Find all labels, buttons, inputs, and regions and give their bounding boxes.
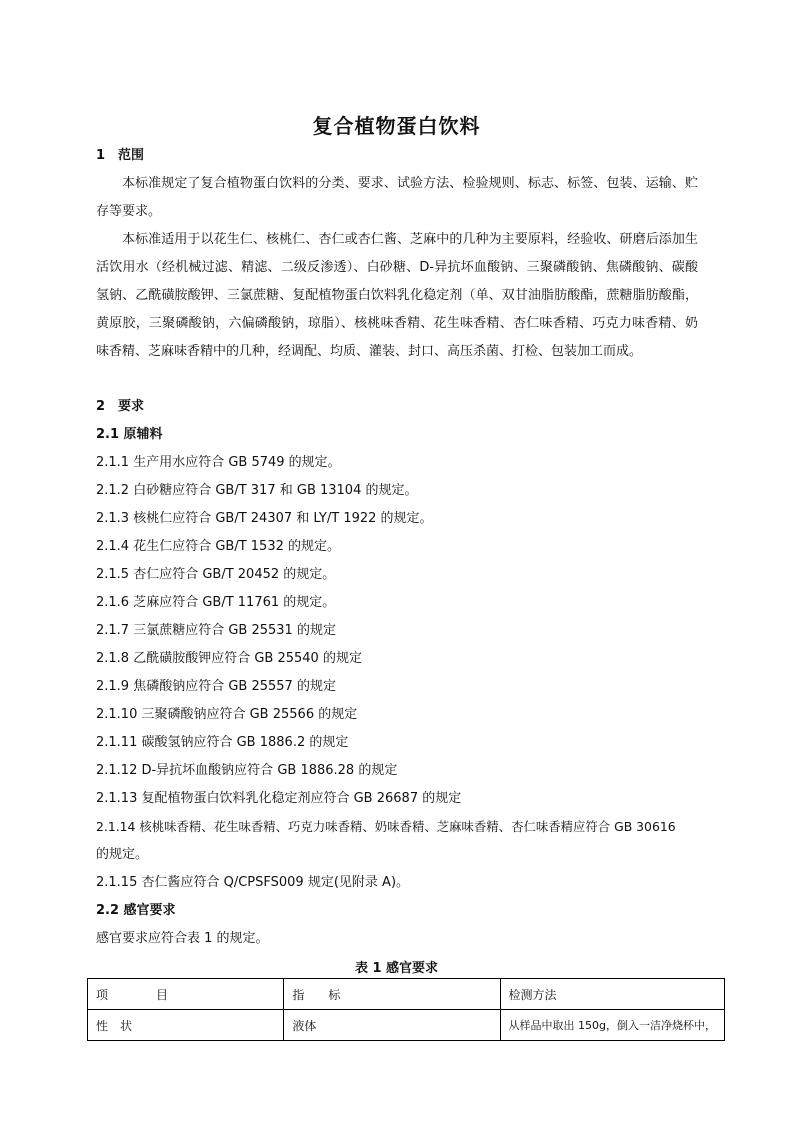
table-row [88, 1010, 725, 1041]
section-1-paragraph-1 [96, 170, 698, 226]
section-2-heading: 2 要求 [96, 399, 145, 414]
clause-2-1-13: 2.1.13 复配植物蛋白饮料乳化稳定剂应符合 GB 26687 的规定 [96, 791, 462, 806]
section-2-2-text: 感官要求应符合表 1 的规定。 [96, 931, 269, 946]
section-2-1-heading: 2.1 原辅料 [96, 427, 163, 442]
document-title: 复合植物蛋白饮料 [312, 114, 481, 138]
paragraph-text: 本标准适用于以花生仁、核桃仁、杏仁或杏仁酱、芝麻中的几种为主要原料，经验收、研磨后添加生活饮用水（经机械过滤、精滤、二级反渗透）、白砂糖、D-异抗坏血酸钠、三聚磷酸钠、焦磷酸钠、碳酸氢钠、乙酰磺胺酸钾、三氯蔗糖、复配植物蛋白饮料乳化稳定剂（单、双甘油脂肪酸酯，蔗糖脂肪酸酯，黄原胶，三聚磷酸钠，六偏磷酸钠，琼脂）、核桃味香精、花生味香精、杏仁味香精、巧克力味香精、奶味香精、芝麻味香精中的几种，经调配、均质、灌装、封口、高压杀菌、打检、包装加工而成。 [96, 232, 698, 359]
table-header-cell: 指 标 [284, 979, 500, 1010]
table-header-cell: 项 目 [88, 979, 284, 1010]
clause-2-1-2: 2.1.2 白砂糖应符合 GB/T 317 和 GB 13104 的规定。 [96, 483, 418, 498]
table-header-row [88, 979, 725, 1010]
table-cell: 性 状 [88, 1010, 284, 1041]
table-cell: 从样品中取出 150g，倒入一洁净烧杯中， [500, 1010, 725, 1041]
section-1-heading: 1 范围 [96, 148, 145, 163]
table-header-cell: 检测方法 [500, 979, 725, 1010]
clause-2-1-12: 2.1.12 D-异抗坏血酸钠应符合 GB 1886.28 的规定 [96, 763, 398, 778]
table-1-caption: 表 1 感官要求 [354, 961, 439, 976]
clause-2-1-9: 2.1.9 焦磷酸钠应符合 GB 25557 的规定 [96, 679, 336, 694]
section-2-2-heading: 2.2 感官要求 [96, 903, 176, 918]
clause-2-1-3: 2.1.3 核桃仁应符合 GB/T 24307 和 LY/T 1922 的规定。 [96, 511, 433, 526]
section-1-paragraph-2 [96, 226, 698, 366]
paragraph-text: 本标准规定了复合植物蛋白饮料的分类、要求、试验方法、检验规则、标志、标签、包装、运输、贮存等要求。 [96, 176, 698, 219]
clause-2-1-4: 2.1.4 花生仁应符合 GB/T 1532 的规定。 [96, 539, 341, 554]
clause-2-1-1: 2.1.1 生产用水应符合 GB 5749 的规定。 [96, 455, 341, 470]
clause-2-1-5: 2.1.5 杏仁应符合 GB/T 20452 的规定。 [96, 567, 336, 582]
clause-2-1-15: 2.1.15 杏仁酱应符合 Q/CPSFS009 规定(见附录 A)。 [96, 875, 410, 890]
sensory-requirements-table [87, 978, 725, 1041]
clause-2-1-6: 2.1.6 芝麻应符合 GB/T 11761 的规定。 [96, 595, 336, 610]
clause-2-1-8: 2.1.8 乙酰磺胺酸钾应符合 GB 25540 的规定 [96, 651, 362, 666]
clause-2-1-14-continued: 的规定。 [96, 847, 149, 862]
clause-2-1-14: 2.1.14 核桃味香精、花生味香精、巧克力味香精、奶味香精、芝麻味香精、杏仁味香精应符合 GB 30616 [96, 819, 676, 834]
table-cell: 液体 [284, 1010, 500, 1041]
clause-2-1-10: 2.1.10 三聚磷酸钠应符合 GB 25566 的规定 [96, 707, 358, 722]
clause-2-1-11: 2.1.11 碳酸氢钠应符合 GB 1886.2 的规定 [96, 735, 349, 750]
clause-2-1-7: 2.1.7 三氯蔗糖应符合 GB 25531 的规定 [96, 623, 336, 638]
